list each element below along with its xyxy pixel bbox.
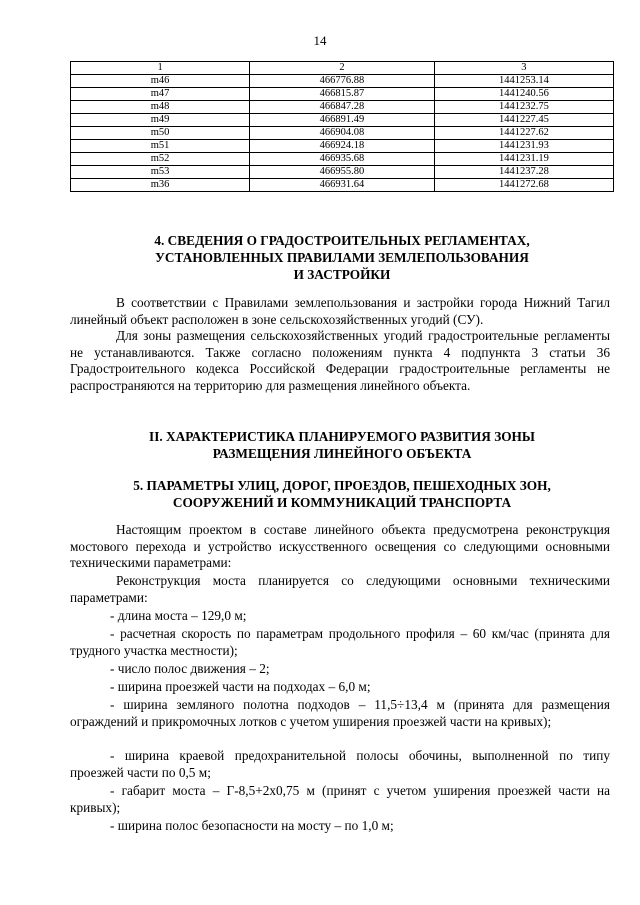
table-row [71,179,614,192]
point-name: m36 [71,179,250,192]
page-number: 14 [313,33,327,48]
section-5-heading [70,477,614,511]
y-coordinate: 1441253.14 [434,75,613,88]
table-row [71,88,614,101]
coordinates-table [70,61,614,192]
table-header-cell: 3 [434,62,613,75]
y-coordinate: 1441231.93 [434,140,613,153]
x-coordinate: 466847.28 [250,101,435,114]
list-item: - число полос движения – 2; [110,661,270,676]
y-coordinate: 1441227.45 [434,114,613,127]
y-coordinate: 1441237.28 [434,166,613,179]
table-row [71,114,614,127]
point-name: m47 [71,88,250,101]
y-coordinate: 1441232.75 [434,101,613,114]
list-item: - габарит моста – Г-8,5+2х0,75 м (принят с учетом уширения проезжей части на кривых); [70,783,610,815]
heading-line: И ЗАСТРОЙКИ [293,267,391,282]
point-name: m50 [71,127,250,140]
x-coordinate: 466935.68 [250,153,435,166]
list-item: - ширина проезжей части на подходах – 6,0 м; [110,679,371,694]
list-item: - расчетная скорость по параметрам продольного профиля – 60 км/час (принята для трудного участка местности); [70,626,610,658]
x-coordinate: 466891.49 [250,114,435,127]
point-name: m53 [71,166,250,179]
point-name: m51 [71,140,250,153]
list-item: - ширина полос безопасности на мосту – по 1,0 м; [110,818,394,833]
x-coordinate: 466776.88 [250,75,435,88]
table-header-cell: 2 [250,62,435,75]
y-coordinate: 1441231.19 [434,153,613,166]
list-item: - длина моста – 129,0 м; [110,608,247,623]
point-name: m46 [71,75,250,88]
x-coordinate: 466924.18 [250,140,435,153]
section-4-heading [70,232,614,283]
x-coordinate: 466815.87 [250,88,435,101]
table-row [71,101,614,114]
heading-line: II. ХАРАКТЕРИСТИКА ПЛАНИРУЕМОГО РАЗВИТИЯ ЗОНЫ [149,429,535,444]
table-row [71,127,614,140]
table-row [71,140,614,153]
heading-line: 4. СВЕДЕНИЯ О ГРАДОСТРОИТЕЛЬНЫХ РЕГЛАМЕНТАХ, [154,233,530,248]
heading-line: УСТАНОВЛЕННЫХ ПРАВИЛАМИ ЗЕМЛЕПОЛЬЗОВАНИЯ [155,250,529,265]
table-row [71,153,614,166]
list-item: - ширина земляного полотна подходов – 11,5÷13,4 м (принята для размещения ограждений и прикромочных лотков с учетом уширения проезжей части на кривых); [70,697,610,729]
point-name: m52 [71,153,250,166]
table-header-cell: 1 [71,62,250,75]
section-5-paragraph: Настоящим проектом в составе линейного объекта предусмотрена реконструкция мостового перехода и устройство искусственного освещения со следующими основными техническими параметрами: [70,522,610,570]
part-2-heading [70,428,614,462]
table-row [71,166,614,179]
x-coordinate: 466955.80 [250,166,435,179]
section-4-paragraph: Для зоны размещения сельскохозяйственных угодий градостроительные регламенты не устанавливаются. Также согласно положениям пункта 4 подпункта 3 статьи 36 Градостроительного кодекса Российской Федерации градостроительные регламенты не распространяются на территорию для размещения линейного объекта. [70,328,610,393]
list-item: - ширина краевой предохранительной полосы обочины, выполненной по типу проезжей части по 0,5 м; [70,748,610,780]
table-row [71,75,614,88]
point-name: m49 [71,114,250,127]
x-coordinate: 466931.64 [250,179,435,192]
x-coordinate: 466904.08 [250,127,435,140]
section-4-paragraph: В соответствии с Правилами землепользования и застройки города Нижний Тагил линейный объект расположен в зоне сельскохозяйственных угодий (СУ). [70,295,610,327]
heading-line: СООРУЖЕНИЙ И КОММУНИКАЦИЙ ТРАНСПОРТА [172,495,512,510]
table-header-row [71,62,614,75]
heading-line: РАЗМЕЩЕНИЯ ЛИНЕЙНОГО ОБЪЕКТА [212,446,472,461]
point-name: m48 [71,101,250,114]
y-coordinate: 1441227.62 [434,127,613,140]
section-5-paragraph: Реконструкция моста планируется со следующими основными техническими параметрами: [70,573,610,605]
y-coordinate: 1441240.56 [434,88,613,101]
y-coordinate: 1441272.68 [434,179,613,192]
heading-line: 5. ПАРАМЕТРЫ УЛИЦ, ДОРОГ, ПРОЕЗДОВ, ПЕШЕХОДНЫХ ЗОН, [133,478,551,493]
